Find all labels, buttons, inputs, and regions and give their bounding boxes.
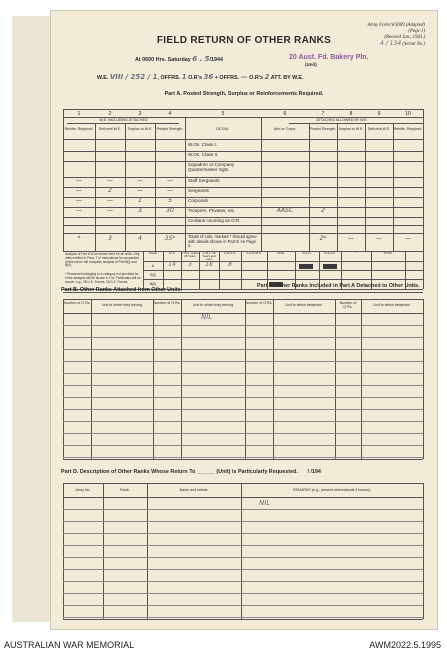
blacked-out-cell [323, 264, 337, 269]
part-a-detail: Corporals [188, 198, 208, 203]
analysis-row-label: B(ii) [149, 282, 157, 286]
analysis-header: A.I.F. [168, 251, 176, 255]
we-including-attached: W.E. INCLUDING ATTACHED. [99, 118, 149, 122]
part-a-cell: 1 [138, 197, 142, 204]
part-a-cell: 3 [138, 207, 142, 214]
part-a-cell: — [376, 235, 382, 242]
detail-header: DETAIL. [216, 127, 230, 131]
part-a-cell: — [76, 187, 82, 194]
we-line: W.E. VIII / 252 / 1, OFFRS. 1 O.R's 36 + OFFRS. — O.R's 2 ATT. BY W.E. [97, 73, 304, 81]
part-a-cell: — [107, 207, 113, 214]
analysis-row-label: B(i) [150, 273, 156, 277]
part-a-cell: — [167, 187, 173, 194]
blacked-out-cell [299, 264, 313, 269]
part-a-cell: — [76, 177, 82, 184]
part-a-cell: — [348, 235, 354, 242]
analysis-header: R.A.A.F. [324, 251, 336, 255]
footer-institution: AUSTRALIAN WAR MEMORIAL [4, 640, 135, 650]
part-a-cell: AASC [276, 207, 294, 214]
part-a-cell: — [137, 177, 143, 184]
analysis-header: C.M.F. Under 18 Years [181, 251, 199, 259]
analysis-header: R.A.N. [302, 251, 312, 255]
analysis-header: TOTAL [383, 251, 393, 255]
analysis-note: Analysis of Part A to be shown here for all units. Only units entitled in Para. 7 of Instructions for completion of this return will complete analysis of Part B(i) and B(ii). [65, 252, 140, 268]
part-a-detail: W.Os. Class II. [188, 152, 219, 157]
part-a-cell: 5 [168, 197, 172, 204]
analysis-header: C.M.F. 18 Years and over [202, 251, 216, 262]
form-sheet: Army Form W3009 (Adapted) (Page 1) (Revised Jan., 1943.) 4 / 134 (Serial No.) FIELD RETURN OF OTHER RANKS At 0600 Hrs. Saturday 6 . 5/1944 20 Aust. Fd. Bakery Pln. (Unit) W.E. VIII / 252 / 1, OFFRS. 1 O.R's 36 + OFFRS. — O.R's 2 ATT. BY W.E. Part A. Posted Strength, Surplus or Reinforcements Required. 1 2 3 4 5 6 7 8 9 10 W.E. INCLUDING ATTACHED. ATTACHED ALLOWED BY W.E. Reinfts. Required. Deficient W.E. Surplus to W.E. Posted Strength. DETAIL. Arm or Corps. Posted Strength. Surplus to W.E. Deficient W.E. Reinfts. Required. W.Os. Class I. W.Os. Class II. Squadron or Company Quartermaster Sgts. Staff Sergeants — — — — Sergeants — 2 — — Corporals — — 1 5 Troopers, Privates, etc. — — 3 30 AASC 2 Civilians counting as O.R. Totals of cols. marked * should agree with details shown in Part E on Page 2. * 3 4 35* 2* — — — Analysis of Part A to be shown here for all units. Only units entitled in Para. 7 of Instructions for completion of this return will complete analysis of Part B(i) and B(ii). * Personnel belonging to a category not provided for in the analysis will be shown in Col. Particulars will be shown, e.g., 25 U.K. Forces, 16 N.Z. Forces. Detail A.I.F. C.M.F. Under 18 Years C.M.F. 18 Years and over A.W.A.S. A.A.M.W.S. CIVIL R.A.N. R.A.A.F. * TOTAL A 14 3 18 8 B(i) B(ii) Part B. Other Ranks Attached from Other Units. Part C. Other Ranks Included in Part A Detached to Other Units. Number of O.Rs. Unit to which they belong Number of O.Rs. Unit to which they belong Number of O.Rs. Unit to which detached. Number of O.Rs. Unit to which detached. NIL Part D. Description of Other Ranks Whose Return To ______ (Unit) is Particularly Requested. / /194 Army No. Rank. Name and Initials. REMARKS (e.g., present whereabouts if known). NIL [50, 10, 438, 630]
part-a-detail: Civilians counting as O.R. [188, 218, 241, 223]
part-a-cell: * [77, 235, 81, 242]
part-a-detail: Troopers, Privates, etc. [188, 208, 236, 213]
part-a-detail: Sergeants [188, 188, 209, 193]
unit-stamp: 20 Aust. Fd. Bakery Pln. [289, 54, 369, 61]
part-a-detail: Squadron or Company Quartermaster Sgts. [188, 162, 235, 172]
part-a-cell: — [167, 177, 173, 184]
form-reference: Army Form W3009 (Adapted) (Page 1) (Revised Jan., 1943.) 4 / 134 (Serial No.) [367, 23, 425, 47]
analysis-row-label: A [151, 264, 155, 268]
unit-label: (Unit) [305, 62, 317, 67]
part-a-detail: Totals of cols. marked * should agree with details shown in Part E on Page 2. [188, 234, 257, 249]
part-a-title: Part A. Posted Strength, Surplus or Reinforcements Required. [164, 91, 324, 97]
part-d-title: Part D. Description of Other Ranks Whose Return To ______ (Unit) is Particularly Requested. / /194 [61, 469, 321, 475]
part-a-cell: 3 [108, 235, 112, 242]
footer-accession: AWM2022.5.1995 [369, 640, 441, 650]
part-a-detail: W.Os. Class I. [188, 142, 218, 147]
report-time: At 0600 Hrs. Saturday 6 . 5/1944 [135, 55, 224, 63]
part-a-cell: — [137, 187, 143, 194]
analysis-header: * [355, 251, 357, 255]
part-c-title: Part C. Other Ranks Included in Part A Detached to Other Units. [257, 283, 420, 289]
analysis-header: Detail [149, 251, 157, 255]
form-title: FIELD RETURN OF OTHER RANKS [156, 35, 332, 46]
part-a-cell: 4 [138, 235, 142, 242]
analysis-note-2: * Personnel belonging to a category not provided for in the analysis will be shown in Col. Particulars will be shown, e.g., 25 U.K. Forces, 16 N.Z. Forces. [65, 272, 141, 284]
part-a-cell: 2 [108, 187, 112, 194]
part-a-cell: — [405, 235, 411, 242]
part-a-cell: — [76, 207, 82, 214]
part-a-cell: — [107, 177, 113, 184]
part-b-nil: NIL [201, 313, 213, 321]
analysis-cell: 3 [188, 261, 192, 268]
part-a-cell: 2* [319, 235, 327, 242]
part-d-nil: NIL [259, 499, 271, 507]
analysis-cell: 14 [168, 261, 176, 268]
analysis-cell: 18 [205, 261, 213, 268]
part-a-cell: 35* [164, 235, 176, 242]
part-a-cell: — [76, 197, 82, 204]
part-a-cell: — [107, 197, 113, 204]
analysis-header: A.W.A.S. [223, 251, 236, 255]
analysis-header: CIVIL [277, 251, 285, 255]
serial-number: 4 / 134 [380, 40, 402, 47]
part-a-detail: Staff Sergeants [188, 178, 220, 183]
part-b-title: Part B. Other Ranks Attached from Other Units. [61, 287, 183, 293]
analysis-header: A.A.M.W.S. [246, 251, 262, 255]
attached-allowed: ATTACHED ALLOWED BY W.E. [316, 118, 368, 122]
part-a-cell: 30 [166, 207, 174, 214]
backing-tab [12, 16, 53, 622]
part-a-cell: 2 [321, 207, 325, 214]
analysis-cell: 8 [228, 261, 232, 268]
